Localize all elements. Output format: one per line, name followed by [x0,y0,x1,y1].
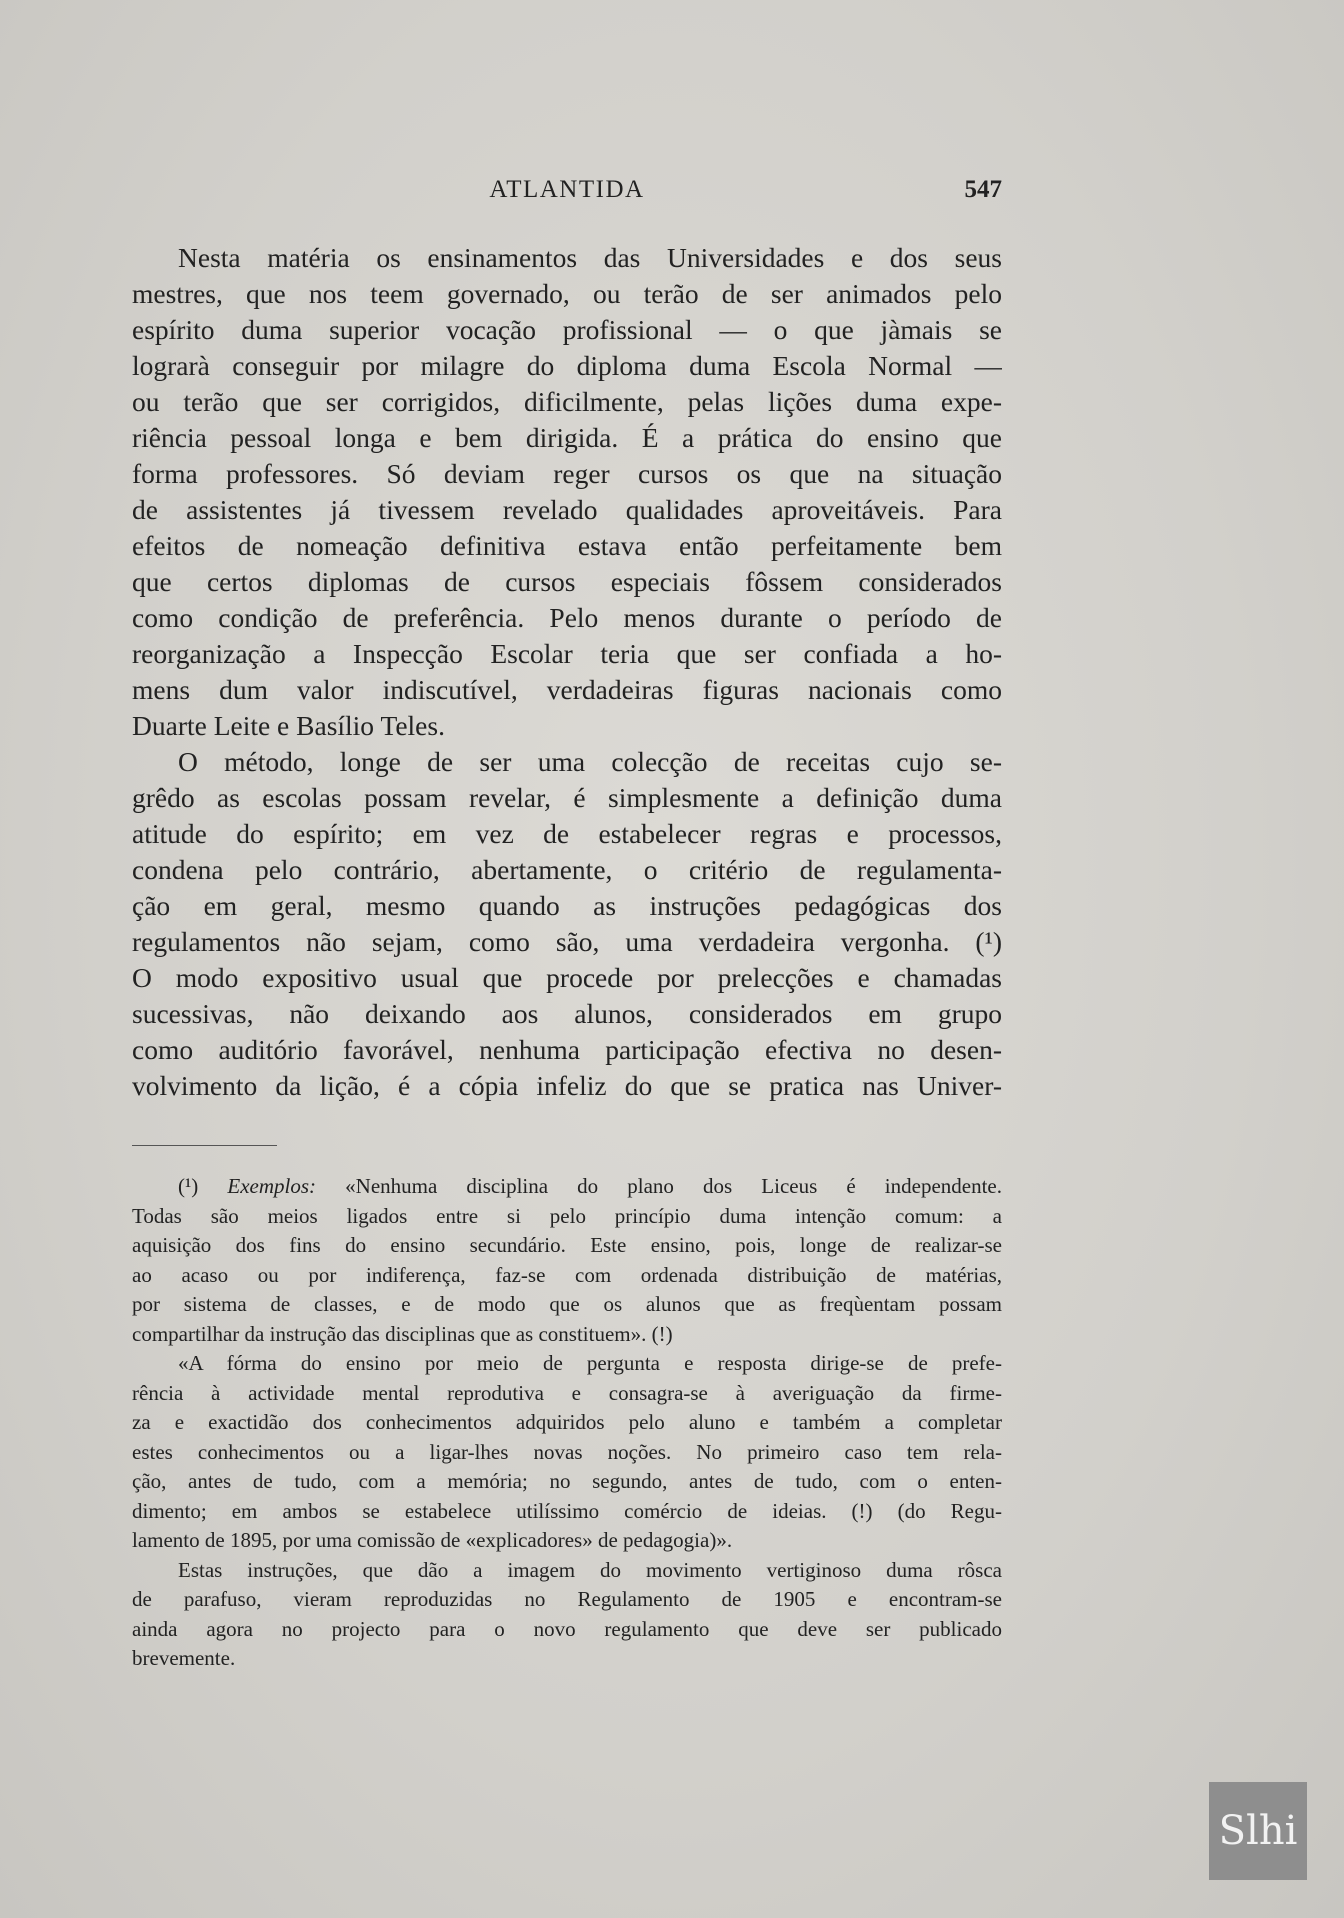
footnote-line: por sistema de classes, e de modo que os alunos que as freqùentam possam [132,1292,1002,1316]
body-line: condena pelo contrário, abertamente, o critério de regulamenta- [132,854,1002,885]
body-text [132,240,1002,1104]
body-line: ou terão que ser corrigidos, dificilmente, pelas lições duma expe- [132,386,1002,417]
footnote-line: Todas são meios ligados entre si pelo princípio duma intenção comum: a [132,1203,1002,1228]
body-line: Nesta matéria os ensinamentos das Universidades e dos seus [178,242,1002,273]
body-line: grêdo as escolas possam revelar, é simplesmente a definição duma [132,782,1002,813]
footnote-line: ção, antes de tudo, com a memória; no segundo, antes de tudo, com o enten- [132,1469,1002,1493]
body-line: Duarte Leite e Basílio Teles. [132,710,445,741]
footnote-line: aquisição dos fins do ensino secundário. Este ensino, pois, longe de realizar-se [132,1233,1002,1257]
body-line: regulamentos não sejam, como são, uma verdadeira vergonha. (¹) [132,926,1002,957]
body-line: espírito duma superior vocação profissional — o que jàmais se [132,314,1002,345]
page-number: 547 [964,176,1002,203]
footnote-line: brevemente. [132,1646,236,1670]
footnote-line: estes conhecimentos ou a ligar-lhes novas noções. No primeiro caso tem rela- [132,1439,1002,1464]
body-line: atitude do espírito; em vez de estabelecer regras e processos, [132,818,1002,849]
body-line: de assistentes já tivessem revelado qualidades aproveitáveis. Para [132,494,1002,525]
footnote-label: Exemplos: [227,1174,317,1198]
footnotes [132,1172,1002,1674]
footnote-line: dimento; em ambos se estabelece utilíssimo comércio de ideias. (!) (do Regu- [132,1498,1002,1523]
body-line: lograrà conseguir por milagre do diploma duma Escola Normal — [132,350,1002,381]
body-line: riência pessoal longa e bem dirigida. É a prática do ensino que [132,422,1002,453]
body-line: como auditório favorável, nenhuma participação efectiva no desen- [132,1034,1002,1065]
body-line: O modo expositivo usual que procede por prelecções e chamadas [132,962,1002,993]
footnote-text: «Nenhuma disciplina do plano dos Liceus é independente. [345,1174,1002,1198]
library-logo: Slhi [1209,1782,1307,1880]
running-header [132,176,1002,208]
footnote-line: ainda agora no projecto para o novo regulamento que deve ser publicado [132,1616,1002,1641]
running-title: ATLANTIDA [489,176,645,203]
body-line: forma professores. Só deviam reger cursos os que na situação [132,458,1002,489]
body-line: que certos diplomas de cursos especiais fôssem considerados [132,566,1002,597]
footnote-line: de parafuso, vieram reproduzidas no Regulamento de 1905 e encontram-se [132,1587,1002,1611]
footnote-line: ao acaso ou por indiferença, faz-se com ordenada distribuição de matérias, [132,1262,1002,1287]
body-line: volvimento da lição, é a cópia infeliz do que se pratica nas Univer- [132,1070,1002,1101]
body-line: reorganização a Inspecção Escolar teria que ser confiada a ho- [132,638,1002,669]
footnote-line: rência à actividade mental reprodutiva e consagra-se à averiguação da firme- [132,1380,1002,1405]
footnote-line [132,1172,1002,1202]
body-line: efeitos de nomeação definitiva estava então perfeitamente bem [132,530,1002,561]
body-line: mestres, que nos teem governado, ou terão de ser animados pelo [132,278,1002,309]
footnote-marker: (¹) [178,1174,199,1198]
footnote-line: lamento de 1895, por uma comissão de «explicadores» de pedagogia)». [132,1528,733,1552]
body-line: como condição de preferência. Pelo menos durante o período de [132,602,1002,633]
body-line: mens dum valor indiscutível, verdadeiras figuras nacionais como [132,674,1002,705]
footnote-line: compartilhar da instrução das disciplinas que as constituem». (!) [132,1321,673,1346]
footnote-line: Estas instruções, que dão a imagem do movimento vertiginoso duma rôsca [178,1557,1002,1582]
footnote-line: za e exactidão dos conhecimentos adquiridos pelo aluno e também a completar [132,1410,1002,1434]
footnote-divider [132,1145,277,1146]
body-line: sucessivas, não deixando aos alunos, considerados em grupo [132,998,1002,1029]
body-line: ção em geral, mesmo quando as instruções pedagógicas dos [132,890,1002,921]
footnote-line: «A fórma do ensino por meio de pergunta e resposta dirige-se de prefe- [178,1351,1002,1375]
body-line: O método, longe de ser uma colecção de receitas cujo se- [178,746,1002,777]
